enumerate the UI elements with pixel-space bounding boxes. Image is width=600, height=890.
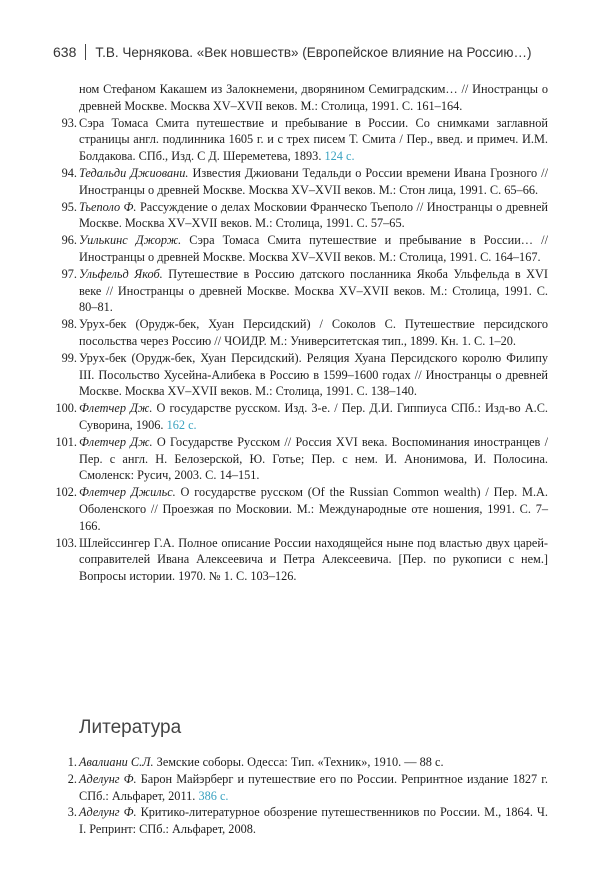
reference-entry xyxy=(54,771,548,805)
entry-number: 102. xyxy=(55,485,77,500)
reference-entry xyxy=(54,434,548,484)
reference-entry xyxy=(54,535,548,585)
reference-entry xyxy=(54,232,548,266)
entry-text: Рассуждение о делах Московии Франческо Тьеполо // Иностранцы о древней Москве. Москва XV–XVII веков. М.: Столица, 1991. С. 57–65. xyxy=(79,199,548,231)
entry-number: 98. xyxy=(61,317,77,332)
entry-text: Сэра Томаса Смита путешествие и пребывание в России… // Иностранцы о древней Москве. Москва XV–XVII веков. М.: Столица, 1991. С. 164–167. xyxy=(79,233,548,264)
entry-author: Авалиани С.Л. xyxy=(79,755,154,769)
entry-number: 99. xyxy=(61,350,77,365)
running-header xyxy=(53,44,570,66)
entry-text: Шлейссингер Г.А. Полное описание России находящейся ныне под властью двух царей-соправителей Ивана Алексеевича и Петра Алексеевича. [Пер. по рукописи с нем.] Вопросы истории. 1970. № 1. С. 103–126. xyxy=(79,535,548,584)
entry-author: Флетчер Дж. xyxy=(79,401,153,416)
reference-entry xyxy=(54,484,548,534)
reference-list xyxy=(54,81,548,585)
entry-number: 1. xyxy=(67,755,77,769)
header-divider xyxy=(85,44,86,60)
reference-entry xyxy=(54,400,548,434)
reference-entry xyxy=(54,754,548,771)
reference-entry xyxy=(54,81,548,115)
reference-entry xyxy=(54,165,548,199)
entry-number: 96. xyxy=(61,233,77,248)
entry-text: Урух-бек (Орудж-бек, Хуан Персидский). Реляция Хуана Персидского королю Филипу III. Посольство Хусейна-Алибека в Россию в 1599–1600 годах // Иностранцы о древней Москве. Москва XV–XVII веков. М.: Столица, 1991. С. 138–140. xyxy=(79,350,548,399)
entry-number: 97. xyxy=(61,266,77,281)
entry-text: Урух-бек (Орудж-бек, Хуан Персидский) / Соколов С. Путешествие персидского посольства через Россию // ЧОИДР. М.: Университетская тип., 1899. Кн. 1. С. 1–20. xyxy=(79,317,548,348)
entry-text: Сэра Томаса Смита путешествие и пребывание в России. Со снимками заглавной страницы англ. подлинника 1605 г. и с трех писем Т. Смита / Пер., введ. и примеч. И.М. Болдакова. СПб., Изд. С Д. Шереметева, 1893. xyxy=(79,115,548,164)
page-count-link[interactable]: 124 с. xyxy=(324,149,355,164)
entry-author: Ульфельд Якоб. xyxy=(79,266,163,281)
reference-entry xyxy=(54,316,548,350)
reference-entry xyxy=(54,115,548,165)
entry-number: 101. xyxy=(55,434,77,449)
entry-text: О государстве русском (Of the Russian Common wealth) / Пер. М.А. Оболенского // Проезжая по Московии. М.: Международные оте ношения, 1991. С. 7–166. xyxy=(79,485,548,533)
page-count-link[interactable]: 386 с. xyxy=(198,788,229,803)
entry-text: Критико-литературное обозрение путешественников по России. М., 1864. Ч. I. Репринт: СПб.: Альфарет, 2008. xyxy=(79,805,548,837)
entry-author: Аделунг Ф. xyxy=(79,805,137,820)
literature-heading: Литература xyxy=(79,717,182,738)
entry-author: Флетчер Дж. xyxy=(79,434,153,449)
reference-entry xyxy=(54,350,548,400)
entry-number: 103. xyxy=(55,535,77,550)
literature-list xyxy=(54,754,548,838)
entry-text: О государстве русском. Изд. 3-е. / Пер. Д.И. Гиппиуса СПб.: Изд-во А.С. Суворина, 1906. xyxy=(79,401,549,432)
entry-text: Земские соборы. Одесса: Тип. «Техник», 1910. — 88 с. xyxy=(156,755,444,769)
entry-number: 95. xyxy=(61,199,77,214)
entry-author: Аделунг Ф. xyxy=(79,771,137,786)
entry-number: 2. xyxy=(67,771,77,786)
entry-number: 3. xyxy=(67,805,77,820)
entry-author: Тедальди Джиовани. xyxy=(79,165,189,180)
entry-number: 100. xyxy=(55,401,77,416)
entry-author: Тьеполо Ф. xyxy=(79,199,137,214)
entry-text: ном Стефаном Какашем из Залокнемени, дворянином Семиградским… // Иностранцы о древней Москве. Москва XV–XVII веков. М.: Столица, 1991. С. 161–164. xyxy=(79,82,548,113)
entry-text: О Государстве Русском // Россия XVI века. Воспоминания иностранцев / Пер. с англ. Н. Белозерской, Ю. Готье; Пер. с нем. И. Анонимова, И. Полосина. Смоленск: Русич, 2003. С. 14–151. xyxy=(79,434,548,483)
page-count-link[interactable]: 162 с. xyxy=(166,417,197,432)
entry-author: Флетчер Джильс. xyxy=(79,485,176,500)
page-number: 638 xyxy=(53,44,77,60)
reference-entry xyxy=(54,804,548,838)
entry-text: Путешествие в Россию датского посланника Якоба Ульфельда в XVI веке // Иностранцы о древней Москве. Москва XV–XVII веков. М.: Столица, 1991. С. 80–81. xyxy=(79,266,548,315)
reference-entry xyxy=(54,199,548,233)
entry-text: Известия Джиовани Тедальди о России времени Ивана Грозного // Иностранцы о древней Москве. Москва XV–XVII веков. М.: Стон лица, 1991. С. 65–66. xyxy=(79,165,548,197)
entry-text: Барон Майэрберг и путешествие его по России. Репринтное издание 1827 г. СПб.: Альфарет, 2011. xyxy=(79,771,548,803)
reference-entry xyxy=(54,266,548,316)
running-title: Т.В. Чернякова. «Век новшеств» (Европейское влияние на Россию…) xyxy=(95,45,532,60)
entry-author: Уилькинс Джорж. xyxy=(79,233,182,248)
entry-number: 93. xyxy=(61,115,77,130)
entry-number: 94. xyxy=(61,165,77,180)
